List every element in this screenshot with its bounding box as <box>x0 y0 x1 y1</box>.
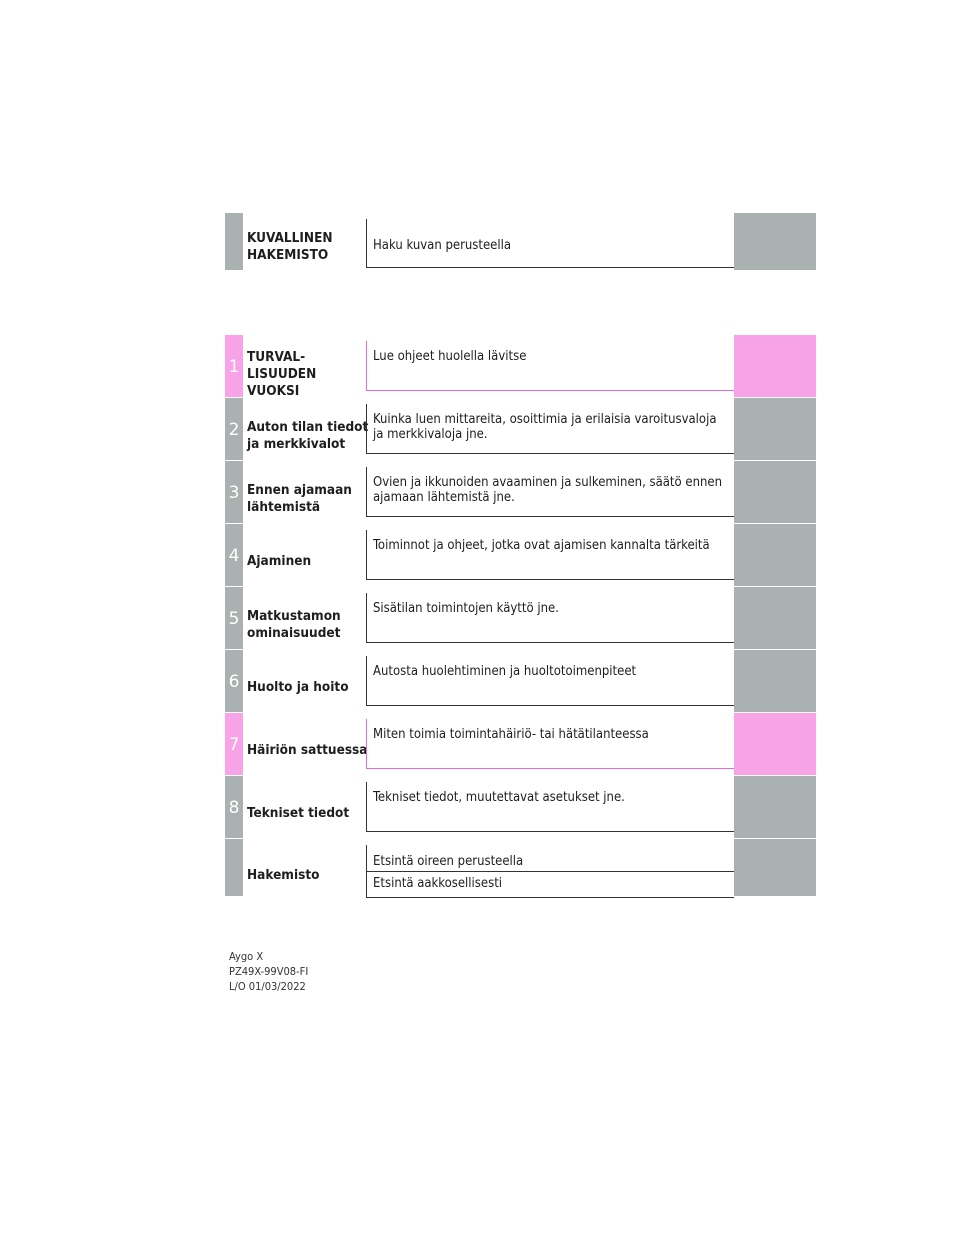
chapter-description-5: Sisätilan toimintojen käyttö jne. <box>373 601 559 616</box>
chapter-number-bar-6 <box>225 650 243 712</box>
footer-date: L/O 01/03/2022 <box>229 980 306 993</box>
index-search-by-symptom[interactable]: Etsintä oireen perusteella <box>373 854 524 869</box>
chapter-number-8: 8 <box>228 798 240 818</box>
chapter-tab-5[interactable] <box>734 587 816 649</box>
chapter-desc-box-2 <box>366 404 734 454</box>
chapter-desc-box-6 <box>366 656 734 706</box>
index-bar <box>225 839 243 896</box>
chapter-desc-box-4 <box>366 530 734 580</box>
chapter-tab-2[interactable] <box>734 398 816 460</box>
chapter-number-4: 4 <box>228 546 240 566</box>
chapter-desc-box-7 <box>366 719 734 769</box>
chapter-title-4: Ajaminen <box>247 553 312 569</box>
picture-index-desc-box <box>366 219 734 268</box>
chapter-number-bar-5 <box>225 587 243 649</box>
chapter-tab-1[interactable] <box>734 335 816 397</box>
chapter-title-6: Huolto ja hoito <box>247 679 349 695</box>
chapter-row-1[interactable] <box>225 335 816 397</box>
chapter-tab-6[interactable] <box>734 650 816 712</box>
chapter-number-bar-2 <box>225 398 243 460</box>
index-search-alphabetical[interactable]: Etsintä aakkosellisesti <box>373 876 503 891</box>
index-tab[interactable] <box>734 839 816 896</box>
chapter-desc-box-1 <box>366 341 734 391</box>
chapter-row-4[interactable] <box>225 524 816 586</box>
chapter-row-6[interactable] <box>225 650 816 712</box>
chapter-number-2: 2 <box>228 420 240 440</box>
chapter-description-4: Toiminnot ja ohjeet, jotka ovat ajamisen kannalta tärkeitä <box>373 538 710 553</box>
chapter-tab-8[interactable] <box>734 776 816 838</box>
chapter-number-6: 6 <box>228 672 240 692</box>
footer <box>229 949 308 994</box>
chapter-number-bar-7 <box>225 713 243 775</box>
chapter-tab-7[interactable] <box>734 713 816 775</box>
chapter-row-5[interactable] <box>225 587 816 649</box>
picture-index-tab[interactable] <box>734 213 816 270</box>
chapter-row-8[interactable] <box>225 776 816 838</box>
picture-index-title: KUVALLINEN HAKEMISTO <box>247 230 333 263</box>
chapter-title-3: Ennen ajamaan lähtemistä <box>247 482 352 515</box>
footer-code: PZ49X-99V08-FI <box>229 965 309 978</box>
chapter-tab-4[interactable] <box>734 524 816 586</box>
chapter-title-8: Tekniset tiedot <box>247 805 350 821</box>
chapter-title-1: TURVAL- LISUUDEN VUOKSI <box>247 349 317 399</box>
chapter-number-1: 1 <box>228 357 240 377</box>
chapter-description-3: Ovien ja ikkunoiden avaaminen ja sulkeminen, säätö ennen ajamaan lähtemistä jne. <box>373 475 723 505</box>
chapter-row-7[interactable] <box>225 713 816 775</box>
chapter-title-5: Matkustamon ominaisuudet <box>247 608 341 641</box>
chapter-row-2[interactable] <box>225 398 816 460</box>
chapter-description-7: Miten toimia toimintahäiriö- tai hätätilanteessa <box>373 727 649 742</box>
index-desc-box <box>366 845 734 898</box>
chapter-number-bar-1 <box>225 335 243 397</box>
chapter-row-3[interactable] <box>225 461 816 523</box>
index-title: Hakemisto <box>247 867 320 883</box>
chapter-title-7: Häiriön sattuessa <box>247 742 368 758</box>
chapter-desc-box-8 <box>366 782 734 832</box>
index-divider <box>367 871 734 872</box>
footer-model: Aygo X <box>229 950 264 963</box>
chapter-desc-box-3 <box>366 467 734 517</box>
chapter-description-8: Tekniset tiedot, muutettavat asetukset jne. <box>373 790 625 805</box>
chapter-tab-3[interactable] <box>734 461 816 523</box>
chapter-number-bar-3 <box>225 461 243 523</box>
chapter-description-2: Kuinka luen mittareita, osoittimia ja erilaisia varoitusvaloja ja merkkivaloja jne. <box>373 412 717 442</box>
picture-index-bar <box>225 213 243 270</box>
chapter-number-5: 5 <box>228 609 240 629</box>
index-row[interactable] <box>225 839 816 896</box>
picture-index-description: Haku kuvan perusteella <box>373 238 512 253</box>
chapter-number-3: 3 <box>228 483 240 503</box>
chapter-number-bar-4 <box>225 524 243 586</box>
chapter-number-7: 7 <box>228 735 240 755</box>
chapter-number-bar-8 <box>225 776 243 838</box>
picture-index-row[interactable] <box>225 213 816 270</box>
chapter-description-6: Autosta huolehtiminen ja huoltotoimenpiteet <box>373 664 637 679</box>
chapter-desc-box-5 <box>366 593 734 643</box>
chapter-description-1: Lue ohjeet huolella lävitse <box>373 349 527 364</box>
chapter-title-2: Auton tilan tiedot ja merkkivalot <box>247 419 369 452</box>
